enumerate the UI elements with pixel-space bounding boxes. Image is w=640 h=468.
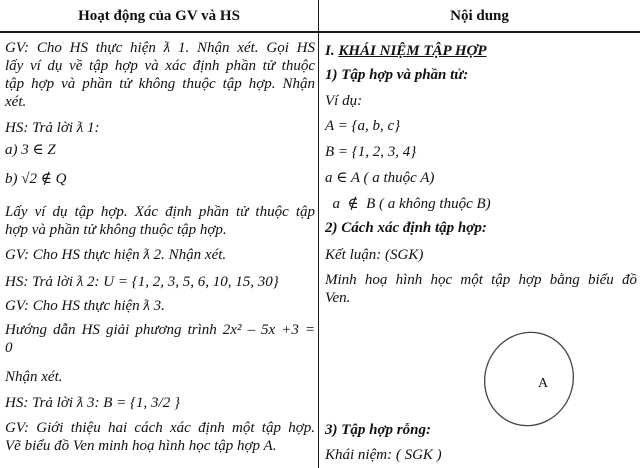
content-line: Ví dụ: (325, 93, 363, 109)
subheading: 1) Tập hợp và phần tử: (325, 67, 469, 83)
activity-line: Vẽ biểu đồ Ven minh hoạ hình học tập hợp A. (5, 438, 277, 454)
header-divider (0, 31, 640, 33)
section-number: I. (325, 43, 339, 59)
activity-line: HS: Trả lời ƛ 2: U = {1, 2, 3, 5, 6, 10, 15, 30} (5, 274, 279, 290)
activity-line: tập hợp và phần tử không thuộc tập hợp. Nhận (5, 76, 315, 92)
activity-line: GV: Giới thiệu hai cách xác định một tập hợp. (5, 420, 315, 436)
header-content: Nội dung (450, 7, 509, 24)
activity-line: Hướng dẫn HS giải phương trình 2x² – 5x +3 = (5, 322, 315, 338)
column-divider (318, 0, 319, 468)
activity-line: xét. (5, 94, 27, 110)
content-line: Minh hoạ hình học một tập hợp bằng biểu đồ (325, 272, 637, 288)
content-line: a ∉ B ( a không thuộc B) (325, 196, 491, 212)
venn-diagram-label: A (538, 376, 549, 391)
subheading: 2) Cách xác định tập hợp: (325, 220, 487, 236)
activity-line: b) √2 ∉ Q (5, 171, 67, 187)
section-heading (325, 42, 637, 60)
section-title: KHÁI NIỆM TẬP HỢP (338, 43, 487, 59)
content-line: a ∈ A ( a thuộc A) (325, 170, 435, 186)
activity-line: 0 (5, 340, 13, 356)
content-line: Kết luận: (SGK) (325, 247, 424, 263)
activity-line: GV: Cho HS thực hiện ƛ 1. Nhận xét. Gọi HS (5, 40, 315, 56)
content-line: A = {a, b, c} (325, 118, 401, 134)
venn-diagram-ellipse (483, 330, 575, 428)
header-teacher-student-activity: Hoạt động của GV và HS (78, 7, 240, 24)
activity-line: Lấy ví dụ tập hợp. Xác định phần tử thuộc tập (5, 204, 315, 220)
activity-line: GV: Cho HS thực hiện ƛ 3. (5, 298, 165, 314)
subheading: 3) Tập hợp rỗng: (325, 422, 431, 438)
activity-line: a) 3 ∈ Z (5, 142, 56, 158)
activity-line: lấy ví dụ về tập hợp và xác định phần tử thuộc (5, 58, 315, 74)
content-line: Khái niệm: ( SGK ) (325, 447, 442, 463)
content-line: B = {1, 2, 3, 4} (325, 144, 417, 160)
activity-line: GV: Cho HS thực hiện ƛ 2. Nhận xét. (5, 247, 227, 263)
content-line: Ven. (325, 290, 351, 306)
activity-line: HS: Trả lời ƛ 3: B = {1, 3/2 } (5, 395, 180, 411)
activity-line: HS: Trả lời ƛ 1: (5, 120, 100, 136)
activity-line: hợp và phần tử không thuộc tập hợp. (5, 222, 227, 238)
activity-line: Nhận xét. (5, 369, 63, 385)
